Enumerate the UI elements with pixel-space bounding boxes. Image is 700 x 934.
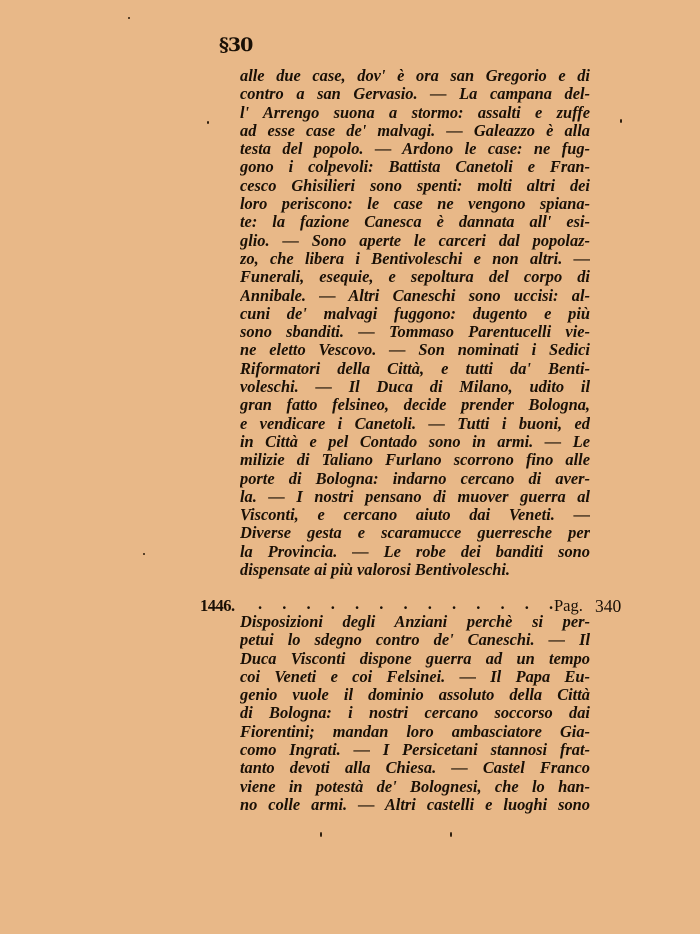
ink-speck — [207, 121, 209, 124]
leader-dots: . . . . . . . . . . . . . — [258, 594, 562, 613]
text-line: contro a san Gervasio. — La campana del- — [240, 85, 590, 104]
ink-speck — [128, 17, 130, 19]
text-line: viene in potestà de' Bolognesi, che lo han- — [240, 777, 590, 796]
text-line: la Provincia. — Le robe dei banditi sono — [240, 542, 590, 561]
year-label: 1446. — [200, 596, 235, 615]
page-reference-number: 340 — [595, 596, 622, 616]
text-line: genio vuole il dominio assoluto della Città — [240, 686, 590, 705]
ink-speck — [450, 832, 452, 837]
text-line: zo, che libera i Bentivoleschi e non altri. — — [240, 249, 590, 268]
text-line: in Città e pel Contado sono in armi. — Le — [240, 432, 590, 451]
text-line: ad esse case de' malvagi. — Galeazzo è alla — [240, 121, 590, 140]
text-line: sono sbanditi. — Tommaso Parentucelli vie- — [240, 323, 590, 342]
text-line: milizie di Taliano Furlano scorrono fino alle — [240, 451, 590, 470]
text-line: te: la fazione Canesca è dannata all' esi- — [240, 213, 590, 232]
text-line: cesco Ghisilieri sono spenti: molti altri dei — [240, 176, 590, 195]
text-line: testa del popolo. — Ardono le case: ne fug- — [240, 140, 590, 159]
text-line: como Ingrati. — I Persicetani stannosi frat- — [240, 741, 590, 760]
text-line: Visconti, e cercano aiuto dai Veneti. — — [240, 506, 590, 525]
text-line: tanto devoti alla Chiesa. — Castel Franco — [240, 759, 590, 778]
text-line: Duca Visconti dispone guerra ad un tempo — [240, 649, 590, 668]
ink-speck — [143, 553, 145, 555]
text-line: l' Arrengo suona a stormo: assalti e zuffe — [240, 103, 590, 122]
text-line: loro periscono: le case ne vengono spiana- — [240, 195, 590, 214]
text-line: petui lo sdegno contro de' Caneschi. — Il — [240, 631, 590, 650]
text-line: ne eletto Vescovo. — Son nominati i Sedici — [240, 341, 590, 360]
text-line: Riformatori della Città, e tutti da' Benti- — [240, 359, 590, 378]
text-line: porte di Bologna: indarno cercano di aver- — [240, 469, 590, 488]
text-line: Annibale. — Altri Caneschi sono uccisi: al- — [240, 286, 590, 305]
ink-speck — [320, 832, 322, 837]
text-line: glio. — Sono aperte le carceri dal popolaz- — [240, 231, 590, 250]
text-line: no colle armi. — Altri castelli e luoghi sono — [240, 795, 590, 814]
text-line: dispensate ai più valorosi Bentivoleschi. — [240, 561, 510, 580]
text-line: gono i colpevoli: Battista Canetoli e Fran- — [240, 158, 590, 177]
text-line: Diverse gesta e scaramucce guerresche per — [240, 524, 590, 543]
summary-paragraph-1 — [240, 67, 590, 579]
text-line: voleschi. — Il Duca di Milano, udito il — [240, 378, 590, 397]
text-line: la. — I nostri pensano di muover guerra al — [240, 487, 590, 506]
text-line: cuni de' malvagi fuggono: dugento e più — [240, 304, 590, 323]
text-line: e vendicare i Canetoli. — Tutti i buoni, ed — [240, 414, 590, 433]
text-line: Funerali, esequie, e sepoltura del corpo di — [240, 268, 590, 287]
text-line: di Bologna: i nostri cercano soccorso dai — [240, 704, 590, 723]
page-reference-label: Pag. — [554, 596, 583, 615]
text-line: coi Veneti e coi Felsinei. — Il Papa Eu- — [240, 667, 590, 686]
summary-paragraph-2 — [240, 613, 590, 814]
page-number: §30 — [219, 34, 253, 56]
ink-speck — [620, 119, 622, 123]
text-line: Disposizioni degli Anziani perchè si per- — [240, 613, 590, 631]
text-line: gran fatto felsineo, decide prender Bologna, — [240, 396, 590, 415]
text-line: Fiorentini; mandan loro ambasciatore Gia- — [240, 722, 590, 741]
text-line: alle due case, dov' è ora san Gregorio e di — [240, 67, 590, 85]
